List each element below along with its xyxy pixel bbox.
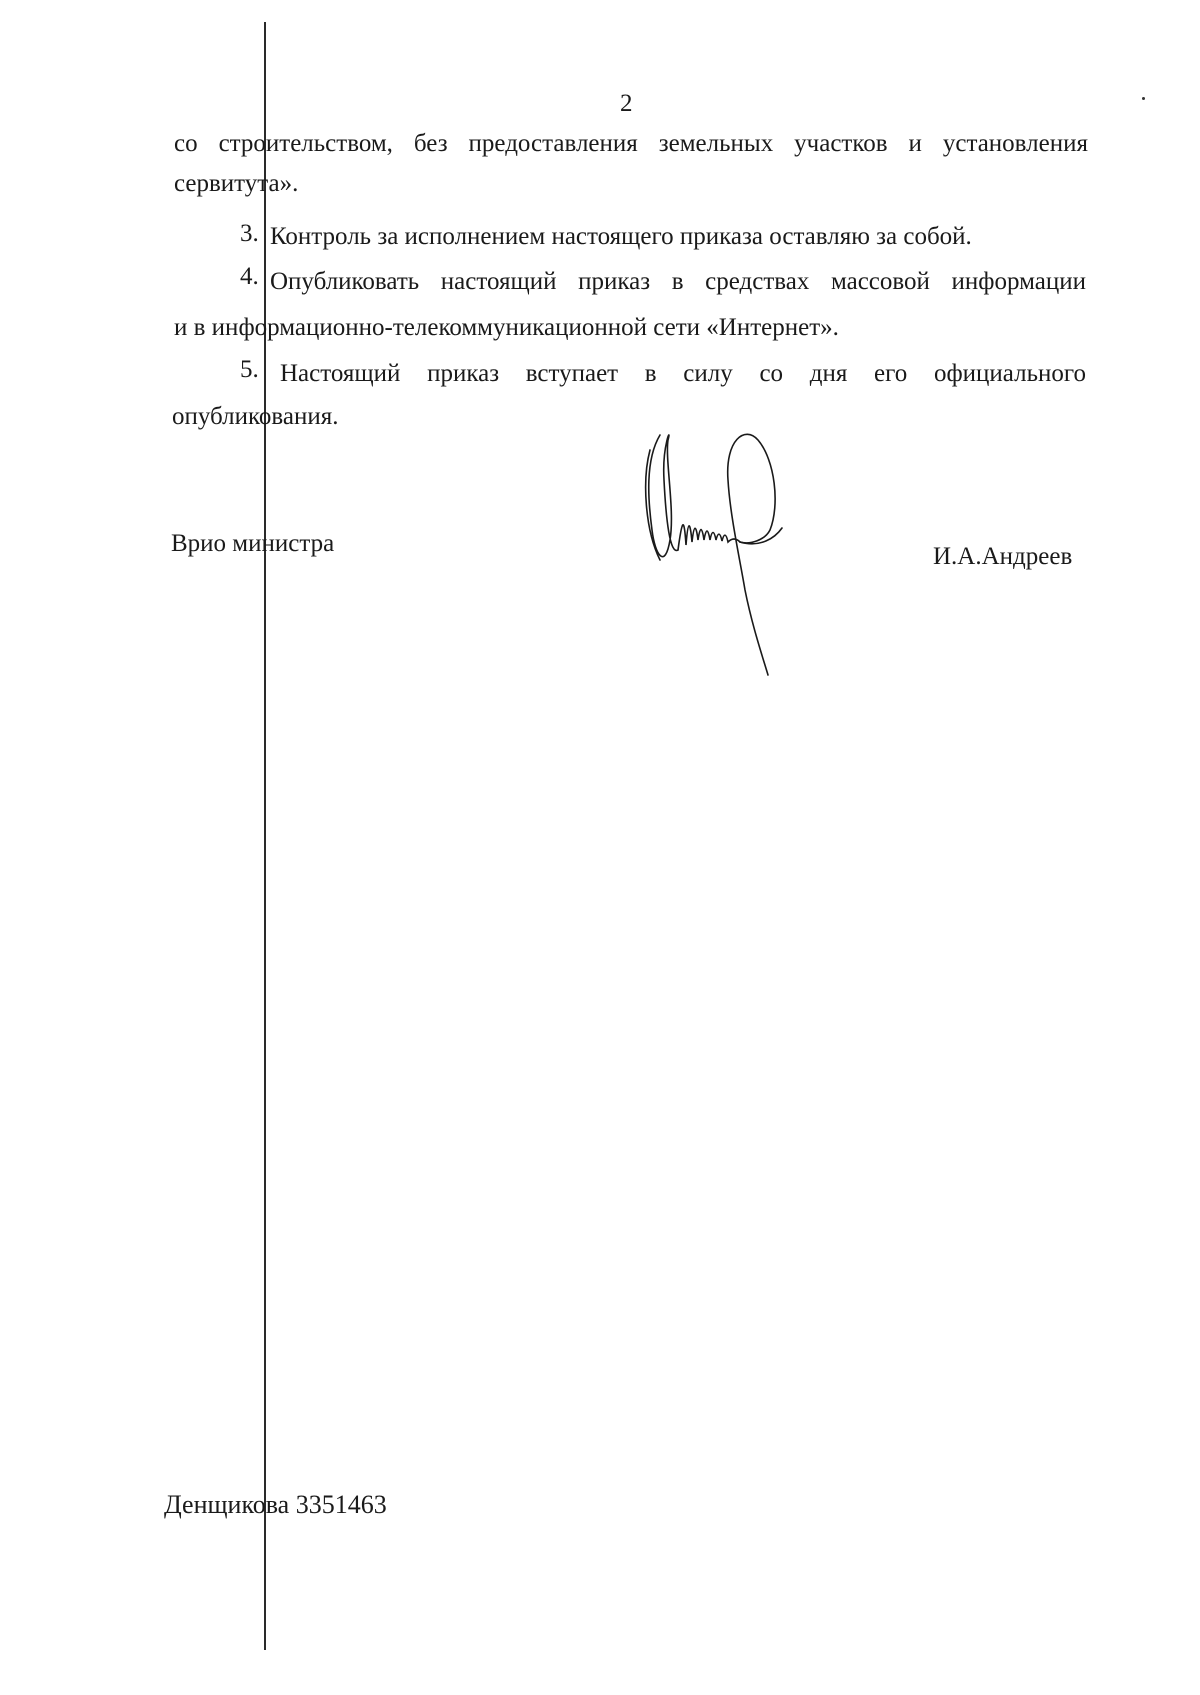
- item-number: 5.: [240, 356, 259, 383]
- signatory-name: И.А.Андреев: [933, 543, 1073, 570]
- signatory-position: Врио министра: [171, 530, 335, 557]
- executor-footer: Денщикова 3351463: [164, 1490, 387, 1519]
- page-number: 2: [620, 90, 633, 117]
- item-text: опубликования.: [172, 403, 339, 430]
- item-number: 4.: [240, 263, 259, 290]
- item-text: и в информационно-телекоммуникационной сети «Интернет».: [174, 314, 839, 341]
- scan-artifact-line: [264, 22, 266, 1650]
- scan-speck: [1142, 97, 1145, 100]
- paragraph-line: сервитута».: [174, 170, 299, 197]
- item-text: Настоящий приказ вступает в силу со дня его официального: [280, 360, 1086, 387]
- item-text: Опубликовать настоящий приказ в средствах массовой информации: [270, 268, 1086, 295]
- item-text: Контроль за исполнением настоящего приказа оставляю за собой.: [270, 223, 972, 250]
- paragraph-line: со строительством, без предоставления земельных участков и установления: [174, 130, 1088, 157]
- handwritten-signature: [640, 420, 820, 690]
- item-number: 3.: [240, 220, 259, 247]
